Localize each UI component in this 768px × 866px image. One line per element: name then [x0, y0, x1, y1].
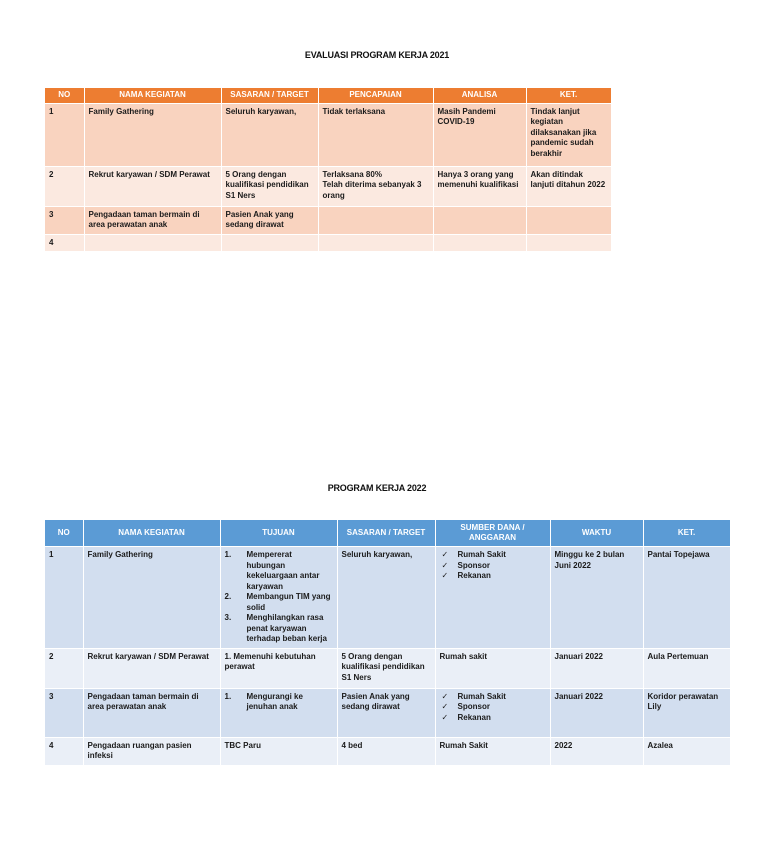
cell-no: 1	[45, 103, 84, 166]
list-text: Menghilangkan rasa penat karyawan terhadap beban kerja	[246, 613, 327, 643]
cell-no: 1	[45, 547, 83, 649]
table-row	[45, 206, 611, 234]
cell-nama: Family Gathering	[83, 547, 220, 649]
col-header-sumber-dana: SUMBER DANA / ANGGARAN	[435, 520, 550, 547]
cell-waktu: Januari 2022	[550, 688, 643, 737]
list-item	[225, 613, 333, 645]
list-item	[440, 550, 546, 561]
cell-tujuan	[220, 547, 337, 649]
cell-sasaran: Pasien Anak yang sedang dirawat	[221, 206, 318, 234]
sumber-list	[440, 692, 546, 724]
check-icon: ✓	[441, 712, 449, 722]
cell-no: 3	[45, 206, 84, 234]
cell-nama: Family Gathering	[84, 103, 221, 166]
col-header-waktu: WAKTU	[550, 520, 643, 547]
header-row	[45, 88, 611, 103]
cell-ket	[526, 234, 611, 252]
table-row	[45, 737, 730, 765]
cell-ket: Pantai Topejawa	[643, 547, 730, 649]
evaluation-table	[45, 88, 612, 252]
check-icon: ✓	[441, 691, 449, 701]
table-row	[45, 547, 730, 649]
cell-analisa	[433, 234, 526, 252]
cell-sasaran: Seluruh karyawan,	[337, 547, 435, 649]
cell-no: 2	[45, 648, 83, 688]
cell-tujuan	[220, 688, 337, 737]
cell-nama: Rekrut karyawan / SDM Perawat	[83, 648, 220, 688]
list-text: Rekanan	[457, 571, 491, 580]
cell-nama: Pengadaan taman bermain di area perawatan anak	[83, 688, 220, 737]
cell-ket: Akan ditindak lanjuti ditahun 2022	[526, 166, 611, 206]
cell-sasaran	[221, 234, 318, 252]
list-item	[440, 571, 546, 582]
list-item	[225, 692, 333, 713]
list-text: Rumah Sakit	[457, 691, 506, 701]
list-item	[440, 561, 546, 572]
list-item	[225, 592, 333, 613]
cell-analisa: Hanya 3 orang yang memenuhi kualifikasi	[433, 166, 526, 206]
cell-tujuan: 1. Memenuhi kebutuhan perawat	[220, 648, 337, 688]
check-icon: ✓	[441, 571, 449, 580]
list-text: Rekanan	[457, 712, 491, 722]
table-row	[45, 103, 611, 166]
cell-no: 2	[45, 166, 84, 206]
cell-ket	[526, 206, 611, 234]
cell-ket: Aula Pertemuan	[643, 648, 730, 688]
col-header-sasaran: SASARAN / TARGET	[221, 88, 318, 103]
col-header-tujuan: TUJUAN	[220, 520, 337, 547]
cell-pencapaian: Tidak terlaksana	[318, 103, 433, 166]
list-text: Sponsor	[457, 560, 490, 570]
list-number: 1.	[224, 691, 232, 701]
list-text: Rumah Sakit	[457, 550, 506, 559]
col-header-no: NO	[45, 520, 83, 547]
cell-no: 4	[45, 737, 83, 765]
cell-pencapaian: Terlaksana 80% Telah diterima sebanyak 3 orang	[318, 166, 433, 206]
header-row	[45, 520, 730, 547]
list-text: Mengurangi ke jenuhan anak	[246, 691, 303, 711]
col-header-nama-kegiatan: NAMA KEGIATAN	[83, 520, 220, 547]
evaluation-title: EVALUASI PROGRAM KERJA 2021	[304, 50, 450, 60]
col-header-no: NO	[45, 88, 84, 103]
list-number: 2.	[224, 592, 232, 601]
cell-ket: Tindak lanjut kegiatan dilaksanakan jika pandemic sudah berakhir	[526, 103, 611, 166]
list-item	[440, 713, 546, 724]
cell-ket: Azalea	[643, 737, 730, 765]
tujuan-list	[225, 550, 333, 645]
cell-waktu: Januari 2022	[550, 648, 643, 688]
list-item	[225, 550, 333, 592]
col-header-ket: KET.	[643, 520, 730, 547]
col-header-nama-kegiatan: NAMA KEGIATAN	[84, 88, 221, 103]
table-row	[45, 688, 730, 737]
cell-no: 4	[45, 234, 84, 252]
col-header-ket: KET.	[526, 88, 611, 103]
table-row	[45, 234, 611, 252]
program-title: PROGRAM KERJA 2022	[327, 483, 427, 493]
check-icon: ✓	[441, 550, 449, 559]
cell-nama: Pengadaan ruangan pasien infeksi	[83, 737, 220, 765]
col-header-analisa: ANALISA	[433, 88, 526, 103]
table-row	[45, 166, 611, 206]
sumber-list	[440, 550, 546, 582]
cell-sasaran: 5 Orang dengan kualifikasi pendidikan S1 Ners	[221, 166, 318, 206]
cell-pencapaian	[318, 206, 433, 234]
cell-analisa	[433, 206, 526, 234]
cell-analisa: Masih Pandemi COVID-19	[433, 103, 526, 166]
cell-pencapaian	[318, 234, 433, 252]
list-item	[440, 702, 546, 713]
cell-tujuan: TBC Paru	[220, 737, 337, 765]
tujuan-list	[225, 692, 333, 713]
col-header-sasaran: SASARAN / TARGET	[337, 520, 435, 547]
program-table	[45, 520, 731, 766]
cell-waktu: Minggu ke 2 bulan Juni 2022	[550, 547, 643, 649]
cell-no: 3	[45, 688, 83, 737]
cell-nama: Pengadaan taman bermain di area perawatan anak	[84, 206, 221, 234]
cell-sumber-dana: Rumah Sakit	[435, 737, 550, 765]
cell-sumber-dana	[435, 547, 550, 649]
cell-nama: Rekrut karyawan / SDM Perawat	[84, 166, 221, 206]
cell-nama	[84, 234, 221, 252]
table-row	[45, 648, 730, 688]
cell-sumber-dana: Rumah sakit	[435, 648, 550, 688]
list-item	[440, 692, 546, 703]
cell-sasaran: Pasien Anak yang sedang dirawat	[337, 688, 435, 737]
cell-sumber-dana	[435, 688, 550, 737]
check-icon: ✓	[441, 702, 449, 711]
cell-sasaran: 5 Orang dengan kualifikasi pendidikan S1 Ners	[337, 648, 435, 688]
cell-ket: Koridor perawatan Lily	[643, 688, 730, 737]
cell-sasaran: 4 bed	[337, 737, 435, 765]
cell-waktu: 2022	[550, 737, 643, 765]
list-number: 1.	[224, 550, 232, 559]
col-header-pencapaian: PENCAPAIAN	[318, 88, 433, 103]
list-number: 3.	[224, 613, 232, 622]
list-text: Mempererat hubungan kekeluargaan antar karyawan	[246, 550, 320, 591]
list-text: Sponsor	[457, 702, 490, 711]
check-icon: ✓	[441, 560, 449, 570]
cell-sasaran: Seluruh karyawan,	[221, 103, 318, 166]
list-text: Membangun TIM yang solid	[246, 592, 331, 612]
